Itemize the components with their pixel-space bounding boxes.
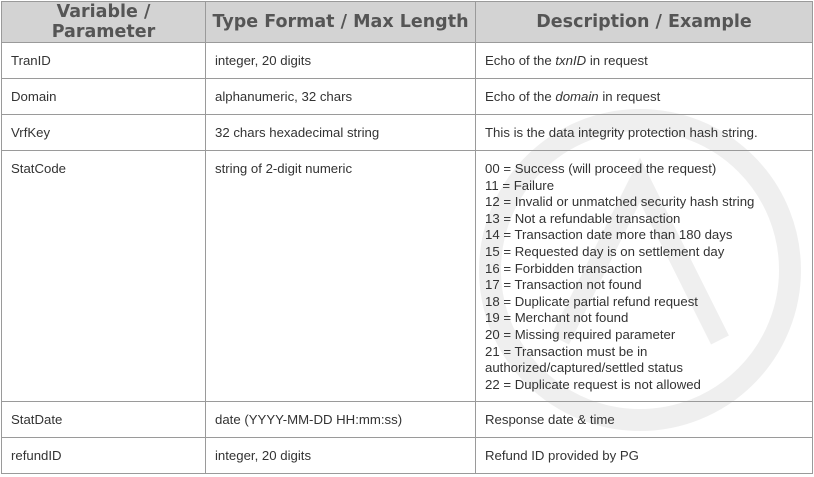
description-text: in request xyxy=(586,53,648,68)
type-cell: 32 chars hexadecimal string xyxy=(206,115,476,151)
status-code-item: 11 = Failure xyxy=(485,177,555,193)
status-code-item: 21 = Transaction must be in authorized/captured/settled status xyxy=(485,343,683,376)
description-cell: Response date & time xyxy=(476,402,813,438)
column-header-variable: Variable / Parameter xyxy=(2,2,206,43)
table-row-tranid xyxy=(2,43,813,79)
status-code-item: 16 = Forbidden transaction xyxy=(485,260,643,276)
status-code-item: 14 = Transaction date more than 180 days xyxy=(485,227,733,243)
table-row-domain xyxy=(2,79,813,115)
variable-cell: refundID xyxy=(2,438,206,474)
table-row-refundid xyxy=(2,438,813,474)
description-text: Echo of the xyxy=(485,53,556,68)
variable-cell: Domain xyxy=(2,79,206,115)
description-text: in request xyxy=(598,89,661,104)
type-cell: date (YYYY-MM-DD HH:mm:ss) xyxy=(206,402,476,438)
variable-cell: StatDate xyxy=(2,402,206,438)
description-cell: Refund ID provided by PG xyxy=(476,438,813,474)
status-code-item: 20 = Missing required parameter xyxy=(485,326,676,342)
type-cell: integer, 20 digits xyxy=(206,438,476,474)
type-cell: integer, 20 digits xyxy=(206,43,476,79)
description-cell: This is the data integrity protection hash string. xyxy=(476,115,813,151)
status-code-list xyxy=(476,151,813,402)
description-emphasis: domain xyxy=(555,89,599,104)
status-code-item: 17 = Transaction not found xyxy=(485,277,642,293)
status-code-item: 12 = Invalid or unmatched security hash string xyxy=(485,194,755,210)
description-text: Echo of the xyxy=(485,89,556,104)
variable-cell: VrfKey xyxy=(2,115,206,151)
status-code-item: 00 = Success (will proceed the request) xyxy=(485,161,717,176)
status-code-item: 18 = Duplicate partial refund request xyxy=(485,293,698,309)
status-code-item: 19 = Merchant not found xyxy=(485,310,629,326)
table-header-row xyxy=(2,2,813,43)
status-code-item: 13 = Not a refundable transaction xyxy=(485,210,681,226)
description-cell xyxy=(476,43,813,79)
description-emphasis: txnID xyxy=(555,53,587,68)
description-cell xyxy=(476,79,813,115)
parameter-table xyxy=(1,1,813,474)
status-code-item: 15 = Requested day is on settlement day xyxy=(485,243,725,259)
table-row-statcode xyxy=(2,151,813,402)
table-row-statdate xyxy=(2,402,813,438)
status-code-item: 22 = Duplicate request is not allowed xyxy=(485,376,701,392)
variable-cell: TranID xyxy=(2,43,206,79)
variable-cell: StatCode xyxy=(2,151,206,402)
column-header-type: Type Format / Max Length xyxy=(206,2,476,43)
table-row-vrfkey xyxy=(2,115,813,151)
type-cell: string of 2-digit numeric xyxy=(206,151,476,402)
type-cell: alphanumeric, 32 chars xyxy=(206,79,476,115)
column-header-description: Description / Example xyxy=(476,2,813,43)
